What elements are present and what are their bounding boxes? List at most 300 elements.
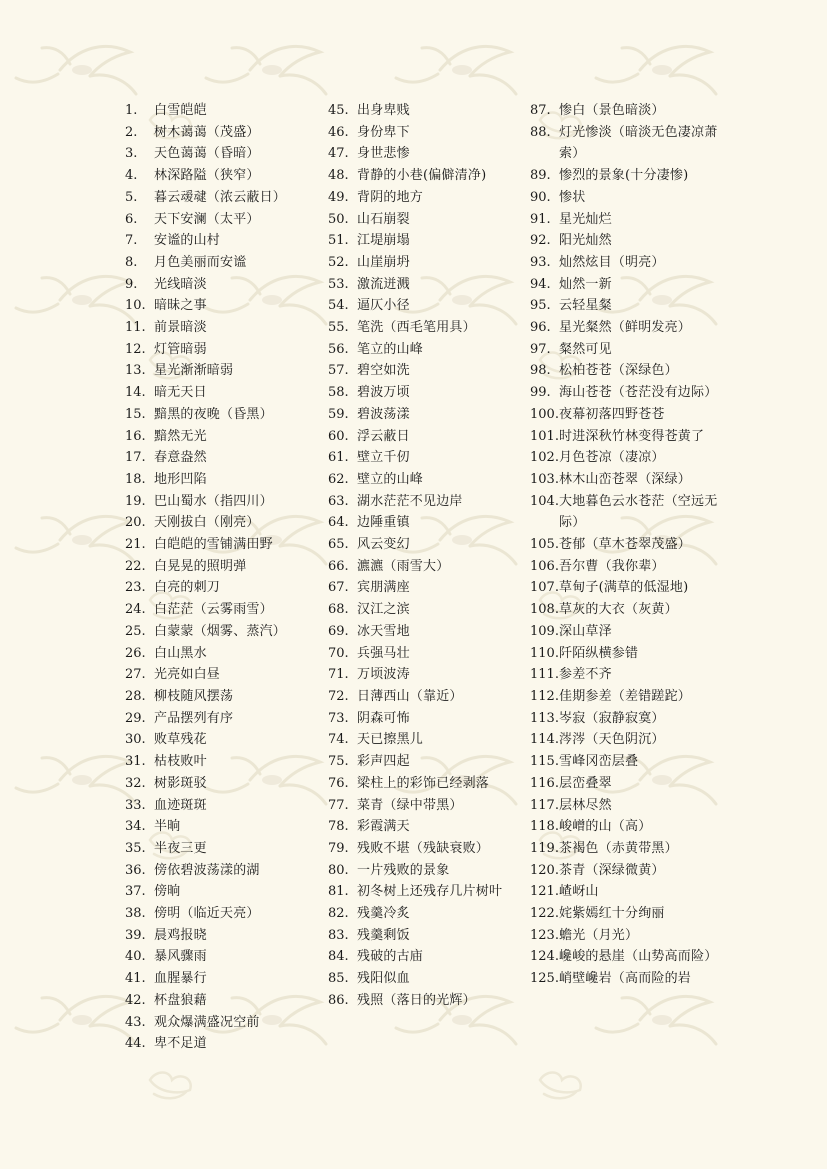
entry-text: 暴风骤雨	[154, 949, 207, 965]
vocabulary-entry	[328, 925, 518, 947]
entry-text: 天已擦黑儿	[357, 732, 424, 748]
entry-number: 100.	[530, 406, 559, 422]
entry-number: 54.	[328, 298, 349, 314]
vocabulary-entry	[328, 469, 518, 491]
entry-number: 72.	[328, 688, 349, 704]
vocabulary-column-3	[530, 100, 720, 990]
entry-text: 惨白（景色暗淡）	[559, 103, 665, 118]
entry-text: 树影斑驳	[154, 775, 207, 791]
vocabulary-entry	[328, 360, 518, 382]
vocabulary-entry	[530, 729, 720, 751]
vocabulary-entry	[328, 795, 518, 817]
entry-text: 壁立的山峰	[357, 471, 424, 487]
entry-text: 败草残花	[154, 732, 207, 748]
entry-number: 20.	[125, 515, 146, 531]
entry-text: 姹紫嫣红十分绚丽	[559, 906, 665, 922]
entry-number: 118.	[530, 819, 559, 835]
entry-number: 116.	[530, 775, 559, 791]
entry-text: 月色苍凉（凄凉）	[559, 450, 665, 466]
vocabulary-entry	[530, 382, 720, 404]
entry-number: 27.	[125, 667, 146, 683]
entry-text: 傍明（临近天亮）	[154, 906, 260, 922]
vocabulary-entry	[328, 252, 518, 274]
entry-text: 阳光灿然	[559, 233, 612, 249]
entry-number: 44.	[125, 1036, 146, 1052]
entry-number: 94.	[530, 276, 551, 292]
entry-text: 巉峻的悬崖（山势高而险）	[559, 949, 718, 965]
entry-number: 70.	[328, 645, 349, 661]
vocabulary-entry	[125, 881, 315, 903]
entry-text: 壁立千仞	[357, 450, 410, 466]
entry-number: 36.	[125, 862, 146, 878]
entry-text: 光亮如白昼	[154, 667, 221, 683]
vocabulary-entry	[328, 708, 518, 730]
vocabulary-entry	[328, 664, 518, 686]
entry-text: 残照（落日的光辉）	[357, 992, 476, 1008]
entry-number: 24.	[125, 602, 146, 618]
vocabulary-entry	[125, 230, 315, 252]
entry-number: 97.	[530, 341, 551, 357]
entry-number: 32.	[125, 775, 146, 791]
entry-number: 75.	[328, 754, 349, 770]
vocabulary-entry	[530, 664, 720, 686]
entry-number: 125.	[530, 971, 559, 987]
vocabulary-entry	[530, 165, 720, 187]
vocabulary-entry	[530, 925, 720, 947]
entry-number: 55.	[328, 320, 349, 336]
vocabulary-entry	[530, 968, 720, 990]
entry-number: 52.	[328, 254, 349, 270]
entry-number: 91.	[530, 211, 551, 227]
vocabulary-entry	[328, 751, 518, 773]
entry-number: 56.	[328, 341, 349, 357]
entry-text: 出身卑贱	[357, 103, 410, 118]
entry-text: 菜青（绿中带黑）	[357, 797, 463, 813]
entry-text: 一片残败的景象	[357, 862, 450, 878]
vocabulary-entry	[125, 903, 315, 925]
entry-text: 傍晌	[154, 884, 181, 900]
entry-text: 春意盎然	[154, 450, 207, 466]
entry-text: 吾尔曹（我你辈）	[559, 558, 665, 574]
entry-number: 119.	[530, 840, 559, 856]
entry-number: 114.	[530, 732, 559, 748]
vocabulary-entry	[125, 534, 315, 556]
entry-text: 松柏苍苍（深绿色）	[559, 363, 678, 379]
vocabulary-entry	[125, 469, 315, 491]
entry-number: 8.	[125, 254, 138, 270]
entry-number: 107.	[530, 580, 559, 596]
entry-text: 初冬树上还残存几片树叶	[357, 884, 503, 900]
entry-number: 14.	[125, 385, 146, 401]
entry-number: 124.	[530, 949, 559, 965]
vocabulary-entry	[125, 209, 315, 231]
vocabulary-entry	[530, 946, 720, 968]
entry-number: 17.	[125, 450, 146, 466]
entry-text: 峻嶒的山（高）	[559, 819, 652, 835]
entry-number: 82.	[328, 906, 349, 922]
entry-text: 碧空如洗	[357, 363, 410, 379]
entry-text: 边陲重镇	[357, 515, 410, 531]
entry-number: 88.	[530, 124, 551, 140]
entry-number: 63.	[328, 493, 349, 509]
vocabulary-entry	[125, 599, 315, 621]
vocabulary-entry	[125, 773, 315, 795]
vocabulary-entry	[125, 925, 315, 947]
vocabulary-entry	[328, 491, 518, 513]
vocabulary-entry	[530, 447, 720, 469]
entry-number: 18.	[125, 471, 146, 487]
entry-text: 海山苍苍（苍茫没有边际）	[559, 385, 718, 401]
entry-text: 血迹斑斑	[154, 797, 207, 813]
entry-text: 星光粲然（鲜明发亮）	[559, 320, 692, 336]
entry-number: 53.	[328, 276, 349, 292]
entry-number: 99.	[530, 385, 551, 401]
entry-text: 草甸子(满草的低湿地)	[559, 580, 689, 596]
entry-text: 树木蔼蔼（茂盛）	[154, 124, 260, 140]
entry-text: 傍依碧波荡漾的湖	[154, 862, 260, 878]
entry-number: 68.	[328, 602, 349, 618]
entry-number: 15.	[125, 406, 146, 422]
entry-number: 25.	[125, 623, 146, 639]
vocabulary-entry	[328, 903, 518, 925]
vocabulary-entry	[328, 534, 518, 556]
entry-text: 黯然无光	[154, 428, 207, 444]
entry-text: 风云变幻	[357, 537, 410, 553]
vocabulary-entry	[530, 469, 720, 491]
vocabulary-entry	[125, 860, 315, 882]
vocabulary-entry	[530, 708, 720, 730]
vocabulary-entry	[328, 990, 518, 1012]
entry-number: 13.	[125, 363, 146, 379]
entry-number: 69.	[328, 623, 349, 639]
entry-text: 暗昧之事	[154, 298, 207, 314]
vocabulary-entry	[125, 1012, 315, 1034]
vocabulary-entry	[328, 686, 518, 708]
entry-text: 血腥暴行	[154, 971, 207, 987]
vocabulary-entry	[125, 447, 315, 469]
entry-number: 111.	[530, 667, 559, 683]
entry-text: 残破的古庙	[357, 949, 424, 965]
entry-text: 峭壁巉岩（高而险的岩	[559, 971, 692, 987]
vocabulary-entry	[530, 122, 720, 165]
entry-number: 60.	[328, 428, 349, 444]
entry-text: 林木山峦苍翠（深绿）	[559, 471, 692, 487]
entry-number: 50.	[328, 211, 349, 227]
entry-text: 粲然可见	[559, 341, 612, 357]
entry-number: 78.	[328, 819, 349, 835]
entry-text: 残羹冷炙	[357, 906, 410, 922]
vocabulary-entry	[125, 165, 315, 187]
entry-number: 46.	[328, 124, 349, 140]
entry-text: 阴森可怖	[357, 710, 410, 726]
vocabulary-entry	[328, 382, 518, 404]
entry-text: 江堤崩塌	[357, 233, 410, 249]
entry-number: 22.	[125, 558, 146, 574]
vocabulary-entry	[328, 339, 518, 361]
entry-text: 天刚拔白（刚亮）	[154, 515, 260, 531]
vocabulary-entry	[328, 187, 518, 209]
entry-text: 云轻星粲	[559, 298, 612, 314]
entry-text: 层林尽然	[559, 797, 612, 813]
entry-number: 92.	[530, 233, 551, 249]
vocabulary-entry	[530, 643, 720, 665]
entry-text: 背阴的地方	[357, 189, 424, 205]
entry-number: 110.	[530, 645, 559, 661]
vocabulary-entry	[125, 729, 315, 751]
entry-number: 67.	[328, 580, 349, 596]
entry-number: 29.	[125, 710, 146, 726]
entry-number: 79.	[328, 840, 349, 856]
entry-number: 59.	[328, 406, 349, 422]
entry-text: 万顷波涛	[357, 667, 410, 683]
entry-text: 参差不齐	[559, 667, 612, 683]
entry-text: 产品摆列有序	[154, 710, 234, 726]
entry-text: 观众爆满盛况空前	[154, 1014, 260, 1030]
entry-number: 37.	[125, 884, 146, 900]
vocabulary-entry	[530, 295, 720, 317]
entry-number: 95.	[530, 298, 551, 314]
entry-text: 月色美丽而安谧	[154, 254, 247, 270]
entry-number: 64.	[328, 515, 349, 531]
entry-text: 时进深秋竹林变得苍黄了	[559, 428, 705, 444]
entry-number: 47.	[328, 146, 349, 162]
entry-text: 地形凹陷	[154, 471, 207, 487]
entry-number: 80.	[328, 862, 349, 878]
vocabulary-entry	[530, 795, 720, 817]
vocabulary-entry	[125, 491, 315, 513]
entry-number: 117.	[530, 797, 559, 813]
entry-text: 半夜三更	[154, 840, 207, 856]
entry-text: 山石崩裂	[357, 211, 410, 227]
entry-text: 暮云叆叇（浓云蔽日）	[154, 189, 287, 205]
entry-number: 58.	[328, 385, 349, 401]
entry-text: 浮云蔽日	[357, 428, 410, 444]
entry-number: 74.	[328, 732, 349, 748]
entry-number: 10.	[125, 298, 146, 314]
vocabulary-column-2	[328, 100, 518, 1012]
vocabulary-entry	[530, 773, 720, 795]
entry-text: 日薄西山（靠近）	[357, 688, 463, 704]
entry-text: 阡陌纵横参错	[559, 645, 639, 661]
entry-text: 层峦叠翠	[559, 775, 612, 791]
entry-number: 42.	[125, 992, 146, 1008]
vocabulary-entry	[530, 491, 720, 534]
entry-text: 杯盘狼藉	[154, 992, 207, 1008]
entry-number: 16.	[125, 428, 146, 444]
entry-number: 106.	[530, 558, 559, 574]
vocabulary-entry	[125, 1033, 315, 1055]
vocabulary-entry	[125, 122, 315, 144]
entry-number: 103.	[530, 471, 559, 487]
entry-number: 33.	[125, 797, 146, 813]
vocabulary-entry	[125, 795, 315, 817]
entry-number: 61.	[328, 450, 349, 466]
entry-text: 灿然一新	[559, 276, 612, 292]
entry-text: 深山草泽	[559, 623, 612, 639]
vocabulary-entry	[125, 686, 315, 708]
entry-text: 涔涔（天色阴沉）	[559, 732, 665, 748]
entry-number: 9.	[125, 276, 138, 292]
vocabulary-entry	[125, 556, 315, 578]
entry-text: 激流迸溅	[357, 276, 410, 292]
vocabulary-entry	[328, 122, 518, 144]
entry-text: 碧波万顷	[357, 385, 410, 401]
entry-text: 残阳似血	[357, 971, 410, 987]
vocabulary-entry	[125, 751, 315, 773]
vocabulary-entry	[328, 143, 518, 165]
entry-text: 卑不足道	[154, 1036, 207, 1052]
entry-number: 21.	[125, 537, 146, 553]
vocabulary-entry	[125, 838, 315, 860]
entry-number: 73.	[328, 710, 349, 726]
vocabulary-entry	[328, 100, 518, 122]
vocabulary-entry	[530, 816, 720, 838]
vocabulary-entry	[125, 143, 315, 165]
entry-text: 碧波荡漾	[357, 406, 410, 422]
vocabulary-entry	[125, 968, 315, 990]
entry-number: 115.	[530, 754, 559, 770]
entry-text: 汉江之滨	[357, 602, 410, 618]
vocabulary-entry	[328, 230, 518, 252]
entry-text: 星光灿烂	[559, 211, 612, 227]
vocabulary-entry	[530, 426, 720, 448]
vocabulary-entry	[125, 512, 315, 534]
entry-number: 96.	[530, 320, 551, 336]
entry-text: 彩声四起	[357, 754, 410, 770]
vocabulary-entry	[530, 404, 720, 426]
entry-number: 23.	[125, 580, 146, 596]
vocabulary-entry	[530, 621, 720, 643]
vocabulary-entry	[530, 599, 720, 621]
vocabulary-entry	[125, 295, 315, 317]
vocabulary-entry	[530, 534, 720, 556]
entry-number: 65.	[328, 537, 349, 553]
entry-number: 2.	[125, 124, 138, 140]
vocabulary-entry	[328, 881, 518, 903]
vocabulary-entry	[328, 317, 518, 339]
entry-text: 天色蔼蔼（昏暗）	[154, 146, 260, 162]
entry-text: 半晌	[154, 819, 181, 835]
entry-number: 62.	[328, 471, 349, 487]
entry-text: 茶褐色（赤黄带黑）	[559, 840, 678, 856]
vocabulary-entry	[125, 816, 315, 838]
entry-text: 苍郁（草木苍翠茂盛）	[559, 537, 692, 553]
vocabulary-entry	[328, 729, 518, 751]
vocabulary-entry	[125, 426, 315, 448]
entry-number: 19.	[125, 493, 146, 509]
vocabulary-entry	[530, 252, 720, 274]
entry-number: 109.	[530, 623, 559, 639]
vocabulary-entry	[328, 816, 518, 838]
entry-number: 87.	[530, 103, 551, 118]
entry-text: 枯枝败叶	[154, 754, 207, 770]
vocabulary-entry	[328, 512, 518, 534]
entry-number: 122.	[530, 906, 559, 922]
entry-number: 101.	[530, 428, 559, 444]
entry-text: 夜幕初落四野苍苍	[559, 406, 665, 422]
entry-text: 茶青（深绿微黄）	[559, 862, 665, 878]
entry-text: 岑寂（寂静寂寞）	[559, 710, 665, 726]
vocabulary-entry	[328, 968, 518, 990]
vocabulary-entry	[125, 946, 315, 968]
vocabulary-entry	[125, 339, 315, 361]
vocabulary-entry	[530, 838, 720, 860]
entry-text: 白亮的刺刀	[154, 580, 221, 596]
entry-number: 43.	[125, 1014, 146, 1030]
entry-text: 白茫茫（云雾雨雪）	[154, 602, 273, 618]
entry-number: 38.	[125, 906, 146, 922]
entry-text: 雪峰冈峦层叠	[559, 754, 639, 770]
entry-number: 120.	[530, 862, 559, 878]
entry-number: 49.	[328, 189, 349, 205]
entry-text: 大地暮色云水苍茫（空远无际）	[559, 493, 718, 531]
entry-text: 蟾光（月光）	[559, 927, 639, 943]
vocabulary-entry	[328, 556, 518, 578]
entry-number: 3.	[125, 146, 138, 162]
vocabulary-entry	[125, 577, 315, 599]
vocabulary-entry	[125, 621, 315, 643]
entry-text: 宾朋满座	[357, 580, 410, 596]
vocabulary-entry	[328, 577, 518, 599]
entry-number: 93.	[530, 254, 551, 270]
entry-number: 41.	[125, 971, 146, 987]
entry-number: 83.	[328, 927, 349, 943]
entry-number: 4.	[125, 168, 138, 184]
entry-text: 兵强马壮	[357, 645, 410, 661]
vocabulary-entry	[125, 274, 315, 296]
entry-number: 34.	[125, 819, 146, 835]
entry-number: 48.	[328, 168, 349, 184]
entry-text: 逼仄小径	[357, 298, 410, 314]
entry-text: 惨状	[559, 189, 586, 205]
vocabulary-entry	[125, 360, 315, 382]
vocabulary-entry	[328, 447, 518, 469]
entry-text: 梁柱上的彩饰已经剥落	[357, 775, 490, 791]
vocabulary-entry	[530, 187, 720, 209]
entry-number: 12.	[125, 341, 146, 357]
entry-number: 51.	[328, 233, 349, 249]
entry-text: 安谧的山村	[154, 233, 221, 249]
entry-text: 前景暗淡	[154, 320, 207, 336]
vocabulary-entry	[530, 209, 720, 231]
vocabulary-entry	[125, 100, 315, 122]
vocabulary-entry	[125, 643, 315, 665]
entry-text: 天下安澜（太平）	[154, 211, 260, 227]
entry-text: 灿然炫目（明亮）	[559, 254, 665, 270]
vocabulary-entry	[530, 860, 720, 882]
vocabulary-entry	[530, 556, 720, 578]
entry-number: 40.	[125, 949, 146, 965]
entry-number: 98.	[530, 363, 551, 379]
entry-text: 光线暗淡	[154, 276, 207, 292]
vocabulary-entry	[328, 643, 518, 665]
entry-number: 121.	[530, 884, 559, 900]
vocabulary-entry	[328, 599, 518, 621]
vocabulary-entry	[328, 209, 518, 231]
entry-number: 6.	[125, 211, 138, 227]
entry-number: 77.	[328, 797, 349, 813]
entry-text: 林深路隘（狭窄）	[154, 168, 260, 184]
vocabulary-entry	[328, 860, 518, 882]
entry-text: 白晃晃的照明弹	[154, 558, 247, 574]
entry-text: 笔立的山峰	[357, 341, 424, 357]
entry-text: 背静的小巷(偏僻清净)	[357, 168, 487, 184]
entry-number: 11.	[125, 320, 146, 336]
entry-number: 108.	[530, 602, 559, 618]
entry-number: 66.	[328, 558, 349, 574]
vocabulary-entry	[328, 295, 518, 317]
entry-number: 102.	[530, 450, 559, 466]
